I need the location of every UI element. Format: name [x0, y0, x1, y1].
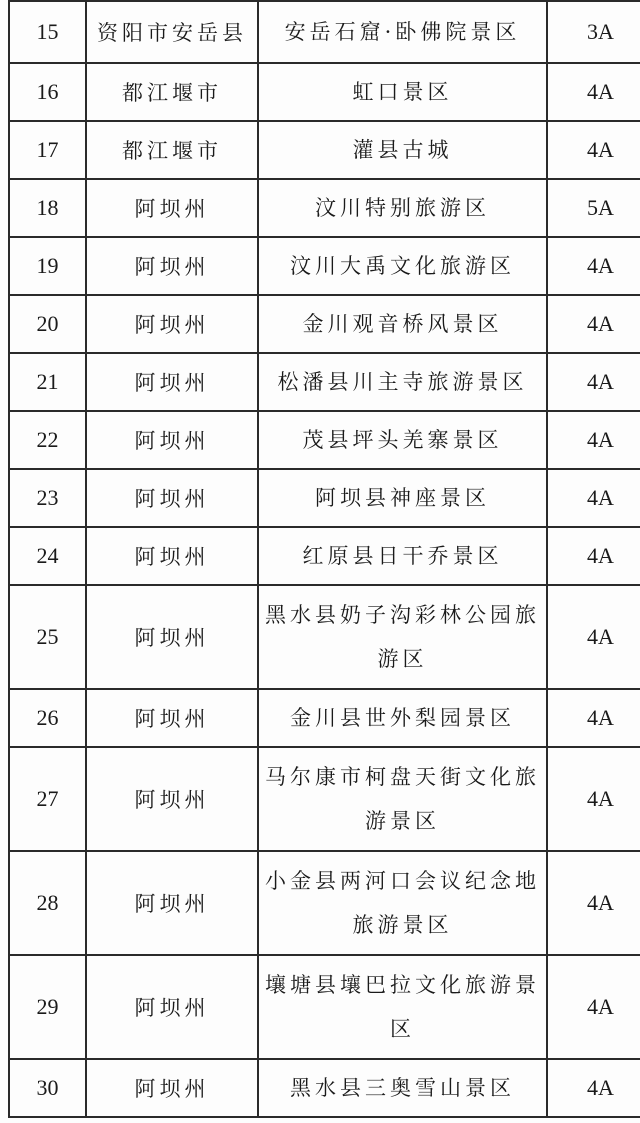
- table-row: [9, 295, 640, 353]
- row-number-cell: 18: [9, 179, 86, 237]
- table-row: [9, 237, 640, 295]
- scenic-area-name-cell: 汶川特别旅游区: [258, 179, 547, 237]
- region-cell: 阿坝州: [86, 585, 258, 689]
- scenic-area-name-cell: 茂县坪头羌寨景区: [258, 411, 547, 469]
- scenic-area-name-cell: 金川观音桥风景区: [258, 295, 547, 353]
- row-number-cell: 15: [9, 1, 86, 63]
- table-row: [9, 353, 640, 411]
- scenic-area-name-cell: 红原县日干乔景区: [258, 527, 547, 585]
- row-number-cell: 29: [9, 955, 86, 1059]
- grade-level-cell: 3A: [547, 1, 640, 63]
- region-cell: 阿坝州: [86, 851, 258, 955]
- grade-level-cell: 4A: [547, 237, 640, 295]
- table-row: [9, 411, 640, 469]
- table-row: [9, 1, 640, 63]
- grade-level-cell: 4A: [547, 851, 640, 955]
- scenic-area-name-cell: 壤塘县壤巴拉文化旅游景区: [258, 955, 547, 1059]
- table-row: [9, 527, 640, 585]
- region-cell: 阿坝州: [86, 747, 258, 851]
- grade-level-cell: 4A: [547, 411, 640, 469]
- region-cell: 都江堰市: [86, 121, 258, 179]
- row-number-cell: 23: [9, 469, 86, 527]
- row-number-cell: 22: [9, 411, 86, 469]
- table-row: [9, 121, 640, 179]
- scenic-area-name-cell: 汶川大禹文化旅游区: [258, 237, 547, 295]
- table-row: [9, 585, 640, 689]
- row-number-cell: 20: [9, 295, 86, 353]
- region-cell: 资阳市安岳县: [86, 1, 258, 63]
- table-row: [9, 851, 640, 955]
- grade-level-cell: 4A: [547, 527, 640, 585]
- grade-level-cell: 4A: [547, 585, 640, 689]
- region-cell: 阿坝州: [86, 689, 258, 747]
- table-row: [9, 469, 640, 527]
- region-cell: 阿坝州: [86, 1059, 258, 1117]
- grade-level-cell: 4A: [547, 689, 640, 747]
- scenic-area-name-cell: 安岳石窟·卧佛院景区: [258, 1, 547, 63]
- row-number-cell: 27: [9, 747, 86, 851]
- table-row: [9, 179, 640, 237]
- grade-level-cell: 4A: [547, 1059, 640, 1117]
- region-cell: 都江堰市: [86, 63, 258, 121]
- table-row: [9, 1059, 640, 1117]
- table-row: [9, 747, 640, 851]
- row-number-cell: 16: [9, 63, 86, 121]
- region-cell: 阿坝州: [86, 179, 258, 237]
- scenic-area-name-cell: 黑水县三奥雪山景区: [258, 1059, 547, 1117]
- grade-level-cell: 4A: [547, 121, 640, 179]
- row-number-cell: 17: [9, 121, 86, 179]
- region-cell: 阿坝州: [86, 353, 258, 411]
- scenic-area-name-cell: 灌县古城: [258, 121, 547, 179]
- scenic-area-name-cell: 金川县世外梨园景区: [258, 689, 547, 747]
- region-cell: 阿坝州: [86, 411, 258, 469]
- scenic-area-name-cell: 马尔康市柯盘天街文化旅游景区: [258, 747, 547, 851]
- row-number-cell: 21: [9, 353, 86, 411]
- grade-level-cell: 4A: [547, 295, 640, 353]
- region-cell: 阿坝州: [86, 527, 258, 585]
- scenic-area-name-cell: 阿坝县神座景区: [258, 469, 547, 527]
- region-cell: 阿坝州: [86, 237, 258, 295]
- scenic-area-name-cell: 松潘县川主寺旅游景区: [258, 353, 547, 411]
- scenic-area-table: [8, 0, 640, 1118]
- grade-level-cell: 4A: [547, 955, 640, 1059]
- grade-level-cell: 4A: [547, 747, 640, 851]
- row-number-cell: 25: [9, 585, 86, 689]
- grade-level-cell: 4A: [547, 63, 640, 121]
- row-number-cell: 28: [9, 851, 86, 955]
- table-row: [9, 955, 640, 1059]
- scenic-area-name-cell: 虹口景区: [258, 63, 547, 121]
- scenic-area-name-cell: 小金县两河口会议纪念地旅游景区: [258, 851, 547, 955]
- grade-level-cell: 4A: [547, 353, 640, 411]
- table-body: [9, 1, 640, 1117]
- region-cell: 阿坝州: [86, 295, 258, 353]
- region-cell: 阿坝州: [86, 469, 258, 527]
- table-row: [9, 63, 640, 121]
- row-number-cell: 24: [9, 527, 86, 585]
- scenic-area-name-cell: 黑水县奶子沟彩林公园旅游区: [258, 585, 547, 689]
- row-number-cell: 19: [9, 237, 86, 295]
- table-row: [9, 689, 640, 747]
- row-number-cell: 26: [9, 689, 86, 747]
- row-number-cell: 30: [9, 1059, 86, 1117]
- grade-level-cell: 5A: [547, 179, 640, 237]
- region-cell: 阿坝州: [86, 955, 258, 1059]
- grade-level-cell: 4A: [547, 469, 640, 527]
